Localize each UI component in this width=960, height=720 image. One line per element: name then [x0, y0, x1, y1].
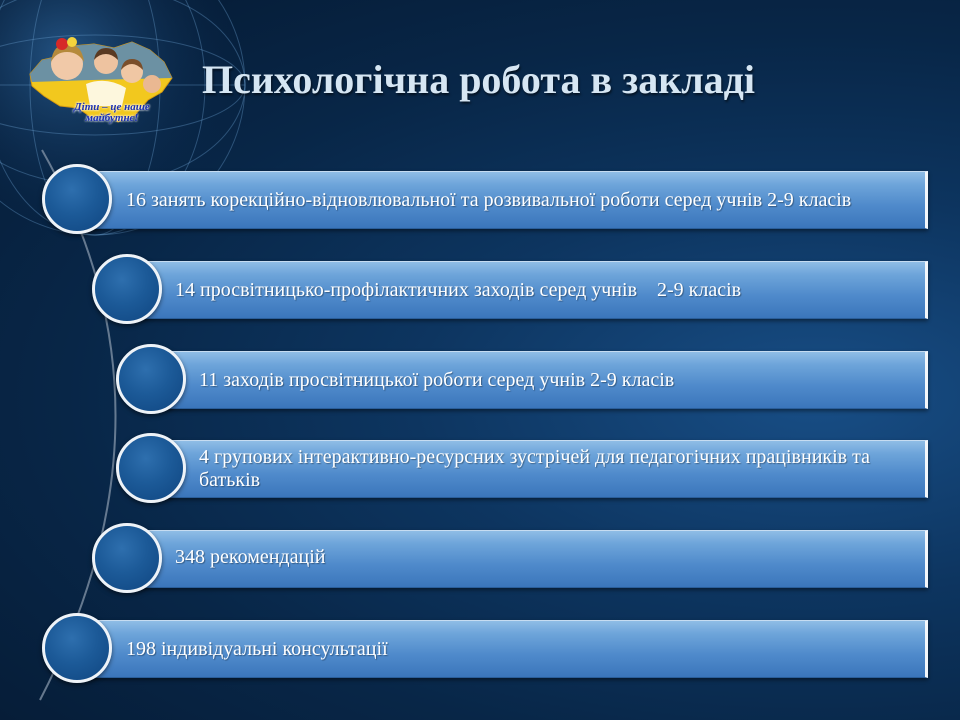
item-label: 348 рекомендацій	[175, 546, 326, 568]
bullet-circle	[116, 433, 186, 503]
bullet-circle	[42, 164, 112, 234]
slide-title: Психологічна робота в закладі	[202, 57, 756, 102]
item-bar	[151, 351, 928, 409]
item-label: 198 індивідуальні консультації	[126, 637, 388, 660]
bullet-circle	[42, 613, 112, 683]
item-bar	[78, 171, 928, 229]
item-bar	[78, 620, 928, 678]
item-label: 14 просвітницько-профілактичних заходів серед учнів 2-9 класів	[175, 278, 742, 301]
item-label: 16 занять корекційно-відновлювальної та розвивальної роботи серед учнів 2-9 класів	[126, 188, 852, 211]
item-label: 4 групових інтерактивно-ресурсних зустрічей для педагогічних працівників та батьків	[199, 446, 870, 491]
item-bar	[151, 440, 928, 498]
bullet-circle	[92, 254, 162, 324]
item-label: 11 заходів просвітницької роботи серед учнів 2-9 класів	[199, 368, 675, 391]
item-bar	[127, 261, 928, 319]
bullet-circle	[116, 344, 186, 414]
logo-text: Діти – це наше майбутнє!	[74, 101, 150, 124]
bullet-circle	[92, 523, 162, 593]
item-bar	[127, 530, 928, 588]
